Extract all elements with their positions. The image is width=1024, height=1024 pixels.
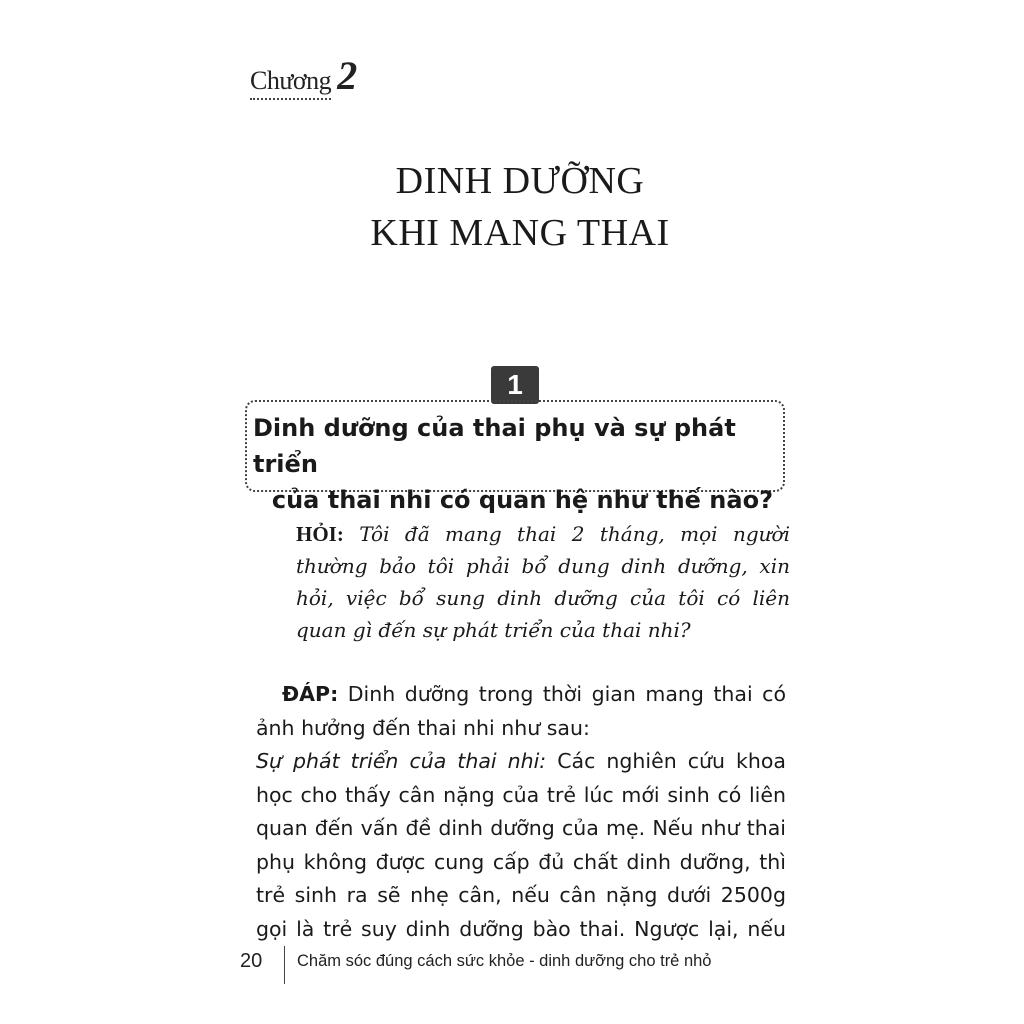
answer-paragraph (256, 678, 786, 946)
chapter-heading (250, 52, 357, 99)
answer-label: ĐÁP: (282, 682, 339, 706)
book-title: Chăm sóc đúng cách sức khỏe - dinh dưỡng cho trẻ nhỏ (297, 952, 712, 970)
chapter-title-line-2: KHI MANG THAI (370, 212, 670, 254)
answer-line-4: học cho thấy cân nặng của trẻ lúc mới sinh có liên (256, 782, 786, 807)
ask-line-2: thường bảo tôi phải bổ dung dinh dưỡng, xin (296, 554, 790, 578)
question-line-2: của thai nhi có quan hệ như thế nào? (271, 486, 773, 514)
answer-text-3: Các nghiên cứu khoa (557, 749, 786, 773)
answer-line-5: quan đến vấn đề dinh dưỡng của mẹ. Nếu như thai (256, 816, 786, 840)
chapter-title-line-1: DINH DƯỠNG (395, 160, 645, 202)
footer-divider (284, 946, 285, 984)
ask-paragraph (296, 518, 790, 646)
chapter-word: Chương (250, 66, 331, 100)
question-number-badge: 1 (491, 366, 539, 404)
page-number: 20 (240, 950, 263, 972)
answer-subhead: Sự phát triển của thai nhi: (256, 749, 547, 773)
answer-line-8: gọi là trẻ suy dinh dưỡng bào thai. Ngược lại, nếu (256, 916, 786, 941)
ask-line-3: hỏi, việc bổ sung dinh dưỡng của tôi có liên (296, 586, 790, 610)
answer-line-3 (256, 745, 786, 779)
answer-line-7: trẻ sinh ra sẽ nhẹ cân, nếu cân nặng dưới 2500g (256, 883, 786, 907)
ask-label: HỎI: (296, 522, 344, 546)
answer-line-6: phụ không được cung cấp đủ chất dinh dưỡng, thì (256, 849, 786, 874)
answer-text-1: Dinh dưỡng trong thời gian mang thai có (347, 682, 786, 706)
chapter-number: 2 (337, 53, 358, 98)
question-line-1: Dinh dưỡng của thai phụ và sự phát triển (253, 414, 736, 478)
ask-line-4: quan gì đến sự phát triển của thai nhi? (296, 618, 691, 642)
question-box (245, 400, 785, 514)
chapter-title (230, 155, 810, 259)
ask-line-1 (296, 518, 790, 550)
ask-text-1: Tôi đã mang thai 2 tháng, mọi người (359, 522, 790, 546)
answer-line-1 (256, 678, 786, 712)
answer-line-2: ảnh hưởng đến thai nhi như sau: (256, 715, 590, 740)
